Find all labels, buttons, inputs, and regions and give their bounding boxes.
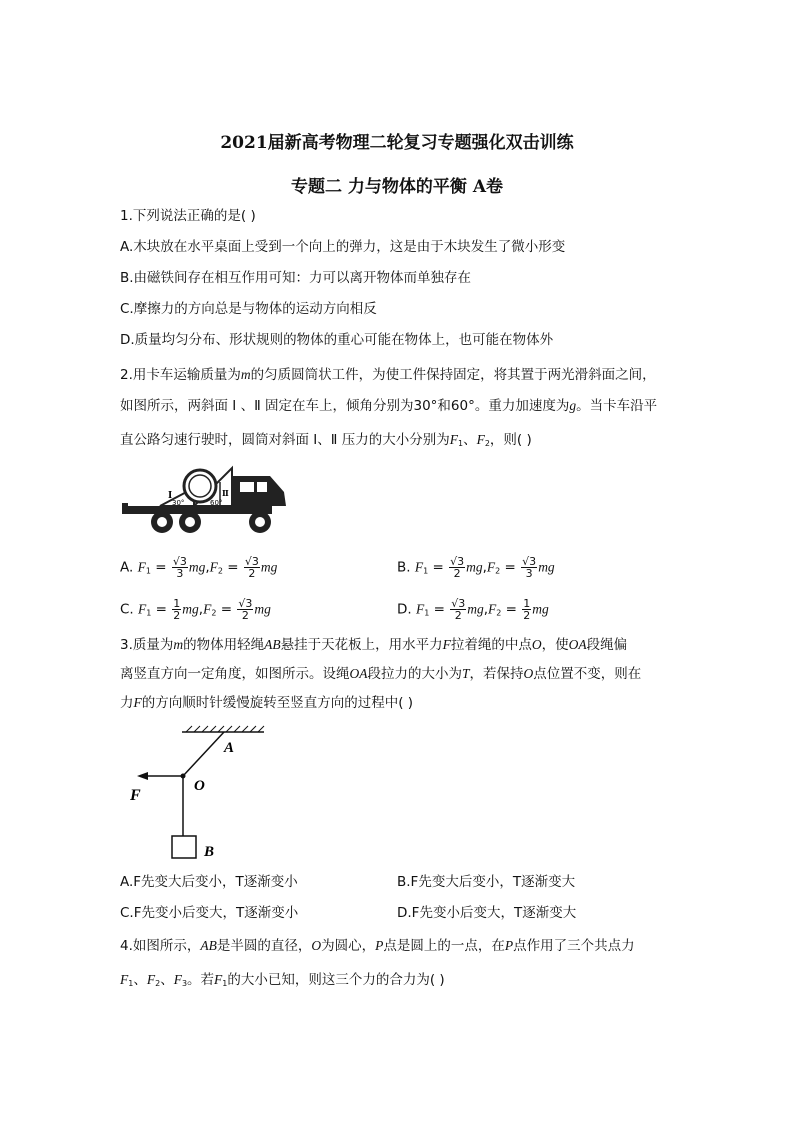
q1-option-c: C.摩擦力的方向总是与物体的运动方向相反 (120, 301, 377, 317)
label-f: F (130, 787, 141, 804)
q4-line1: 4.如图所示，AB是半圆的直径，O为圆心，P点是圆上的一点，在P点作用了三个共点力 (120, 938, 635, 954)
q1-option-d: D.质量均匀分布、形状规则的物体的重心可能在物体上，也可能在物体外 (120, 332, 554, 348)
q2-line1: 2.用卡车运输质量为m的匀质圆筒状工件，为使工件保持固定，将其置于两光滑斜面之间， (120, 367, 656, 383)
q1-option-a: A.木块放在水平桌面上受到一个向上的弹力，这是由于木块发生了微小形变 (120, 239, 566, 255)
label-o: O (194, 778, 205, 794)
q3-option-b: B.F先变大后变小，T逐渐变大 (397, 874, 576, 890)
q2-option-c: C. $F_1$ = $\frac{1}{2}$ $mg,F_2$ = $\frac{√3}{2}$ mg (120, 597, 271, 622)
slope-two-label: Ⅱ (222, 488, 229, 498)
q3-option-a: A.F先变大后变小，T逐渐变小 (120, 874, 298, 890)
q2-line2: 如图所示，两斜面 Ⅰ 、Ⅱ 固定在车上，倾角分别为30°和60°。重力加速度为g。当卡车沿平 (120, 398, 658, 414)
truck-figure (120, 462, 292, 536)
angle-60-label: 60° (210, 499, 223, 507)
page-subtitle: 专题二 力与物体的平衡 A卷 (290, 177, 504, 197)
q3-line2: 离竖直方向一定角度，如图所示。设绳OA段拉力的大小为T，若保持O点位置不变，则在 (120, 666, 642, 682)
slope-one-label: Ⅰ (168, 491, 173, 501)
q1-option-b: B.由磁铁间存在相互作用可知：力可以离开物体而单独存在 (120, 270, 472, 286)
q2-option-b: B. $F_1$ = $\frac{√3}{2}$ $mg,F_2$ = $\frac{√3}{3}$ mg (397, 555, 555, 580)
angle-30-label: 30° (172, 499, 185, 507)
q4-line2: $F_1$、$F_2$、$F_3$。若$F_1$的大小已知，则这三个力的合力为( ) (120, 972, 445, 988)
page-title: 2021届新高考物理二轮复习专题强化双击训练 (220, 133, 574, 153)
q3-option-c: C.F先变小后变大，T逐渐变小 (120, 905, 299, 921)
rope-figure (120, 722, 270, 867)
q3-option-d: D.F先变小后变大，T逐渐变大 (397, 905, 577, 921)
q1-stem: 1.下列说法正确的是( ) (120, 208, 256, 224)
q2-line3: 直公路匀速行驶时，圆筒对斜面 Ⅰ、Ⅱ 压力的大小分别为$F_1$、$F_2$，则( ) (120, 432, 532, 448)
q3-line1: 3.质量为m的物体用轻绳AB悬挂于天花板上，用水平力F拉着绳的中点O，使OA段绳偏 (120, 637, 628, 653)
label-a: A (224, 740, 235, 756)
label-b: B (204, 844, 215, 860)
q3-line3: 力F的方向顺时针缓慢旋转至竖直方向的过程中( ) (120, 695, 414, 711)
q2-option-d: D. $F_1$ = $\frac{√3}{2}$ $mg,F_2$ = $\frac{1}{2}$ mg (397, 597, 549, 622)
q2-option-a: A. $F_1$ = $\frac{√3}{3}$ $mg,F_2$ = $\frac{√3}{2}$ mg (120, 555, 278, 580)
